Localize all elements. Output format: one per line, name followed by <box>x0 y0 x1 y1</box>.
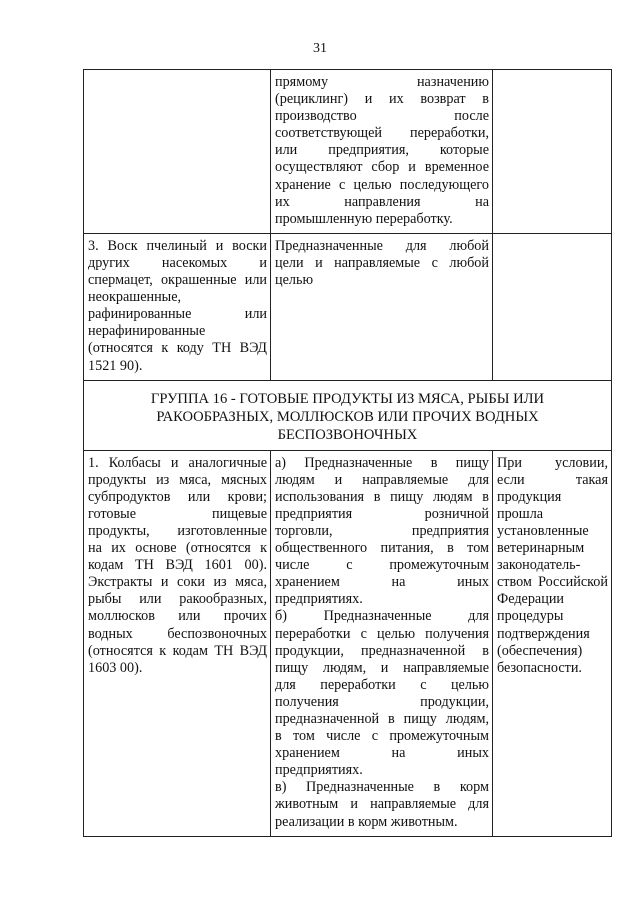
text-line: их направления на <box>275 193 489 210</box>
text-line: Федерации <box>497 591 565 608</box>
text-line: на их основе (относятся к <box>88 540 267 557</box>
table-row-wax <box>84 233 612 380</box>
text-line: для переработки с целью <box>275 676 489 693</box>
line-list <box>275 455 489 831</box>
text-line: реализации в корм животным. <box>275 813 458 830</box>
text-line: 3. Воск пчелиный и воски <box>88 237 267 254</box>
page-number: 31 <box>313 41 327 56</box>
cell-conditions <box>493 450 612 836</box>
text-line: промышленную переработку. <box>275 210 453 227</box>
text-line: прямому назначению <box>275 74 489 90</box>
text-line: ветеринарным <box>497 540 585 557</box>
line-list <box>497 455 608 677</box>
line-list <box>275 238 489 289</box>
text-line: неокрашенные, <box>88 289 182 306</box>
cell-purpose <box>271 233 493 380</box>
text-line: установленные <box>497 522 589 539</box>
cell-product <box>84 450 271 836</box>
text-line: ством Российской <box>497 574 608 591</box>
text-line: б) Предназначенные для <box>275 608 489 625</box>
text-line: соответствующей переработки, <box>275 125 489 142</box>
text-line: хранение с целью последующего <box>275 176 489 193</box>
regulation-table <box>83 69 612 837</box>
line-list <box>275 74 489 228</box>
text-line: продукты из мяса, мясных <box>88 471 267 488</box>
text-line: а) Предназначенные в пищу <box>275 454 489 471</box>
text-line: Экстракты и соки из мяса, <box>88 574 267 591</box>
text-line: Предназначенные для любой <box>275 237 489 254</box>
text-line: продукты, изготовленные <box>88 522 267 539</box>
text-line: осуществляют сбор и временное <box>275 159 489 176</box>
line-list <box>88 455 267 677</box>
text-line: водных беспозвоночных <box>88 625 267 642</box>
text-line: предприятиях. <box>275 591 363 608</box>
cell-purpose <box>271 70 493 234</box>
text-line: в том числе с промежуточным <box>275 728 489 745</box>
text-line: законодатель- <box>497 557 581 574</box>
text-line: использования в пищу людям в <box>275 488 489 505</box>
cell-conditions-empty <box>493 70 612 234</box>
text-line: предприятия розничной <box>275 505 489 522</box>
text-line: хранением на иных <box>275 745 489 762</box>
text-line: производство после <box>275 108 489 125</box>
text-line: целью <box>275 272 314 289</box>
group-heading: ГРУППА 16 - ГОТОВЫЕ ПРОДУКТЫ ИЗ МЯСА, РЫБЫ ИЛИ РАКООБРАЗНЫХ, МОЛЛЮСКОВ ИЛИ ПРОЧИХ ВОДНЫХ БЕСПОЗВОНОЧНЫХ <box>84 380 612 450</box>
cell-purpose <box>271 450 493 836</box>
text-line: (относятся к коду ТН ВЭД <box>88 340 267 357</box>
text-line: животным и направляемые для <box>275 796 489 813</box>
text-line: торговли, предприятия <box>275 522 489 539</box>
text-line: рыбы или ракообразных, <box>88 591 267 608</box>
text-line: 1. Колбасы и аналогичные <box>88 454 267 471</box>
text-line: готовые пищевые <box>88 505 267 522</box>
text-line: людям и направляемые для <box>275 471 489 488</box>
text-line: спермацет, окрашенные или <box>88 272 267 289</box>
text-line: процедуры <box>497 608 564 625</box>
text-line: нерафинированные <box>88 323 206 340</box>
text-line: (относятся к кодам ТН ВЭД <box>88 642 267 659</box>
text-line: продукции, предназначенной в <box>275 642 489 659</box>
line-list <box>88 238 267 375</box>
cell-conditions-empty <box>493 233 612 380</box>
text-line: (обеспечения) <box>497 642 583 659</box>
text-line: субпродуктов или крови; <box>88 488 267 505</box>
text-line: общественного питания, в том <box>275 540 489 557</box>
text-line: При условии, <box>497 454 608 471</box>
text-line: 1603 00). <box>88 659 143 676</box>
group-heading-row <box>84 380 612 450</box>
text-line: (рециклинг) и их возврат в <box>275 91 489 108</box>
table-row-continuation <box>84 70 612 234</box>
table-row-sausages <box>84 450 612 836</box>
text-line: 1521 90). <box>88 357 143 374</box>
text-line: числе с промежуточным <box>275 557 489 574</box>
text-line: предприятиях. <box>275 762 363 779</box>
cell-product-empty <box>84 70 271 234</box>
text-line: прошла <box>497 505 544 522</box>
text-line: цели и направляемые с любой <box>275 254 489 271</box>
text-line: моллюсков или прочих <box>88 608 267 625</box>
text-line: пищу людям, и направляемые <box>275 659 489 676</box>
text-line: получения продукции, <box>275 693 489 710</box>
text-line: если такая <box>497 471 608 488</box>
text-line: рафинированные или <box>88 306 267 323</box>
text-line: других насекомых и <box>88 254 267 271</box>
text-line: переработки с целью получения <box>275 625 489 642</box>
text-line: или предприятия, которые <box>275 142 489 159</box>
text-line: в) Предназначенные в корм <box>275 779 489 796</box>
text-line: подтверждения <box>497 625 590 642</box>
text-line: кодам ТН ВЭД 1601 00). <box>88 557 267 574</box>
text-line: безопасности. <box>497 659 582 676</box>
text-line: хранением на иных <box>275 574 489 591</box>
cell-product <box>84 233 271 380</box>
text-line: предназначенной в пищу людям, <box>275 711 489 727</box>
text-line: продукция <box>497 488 562 505</box>
